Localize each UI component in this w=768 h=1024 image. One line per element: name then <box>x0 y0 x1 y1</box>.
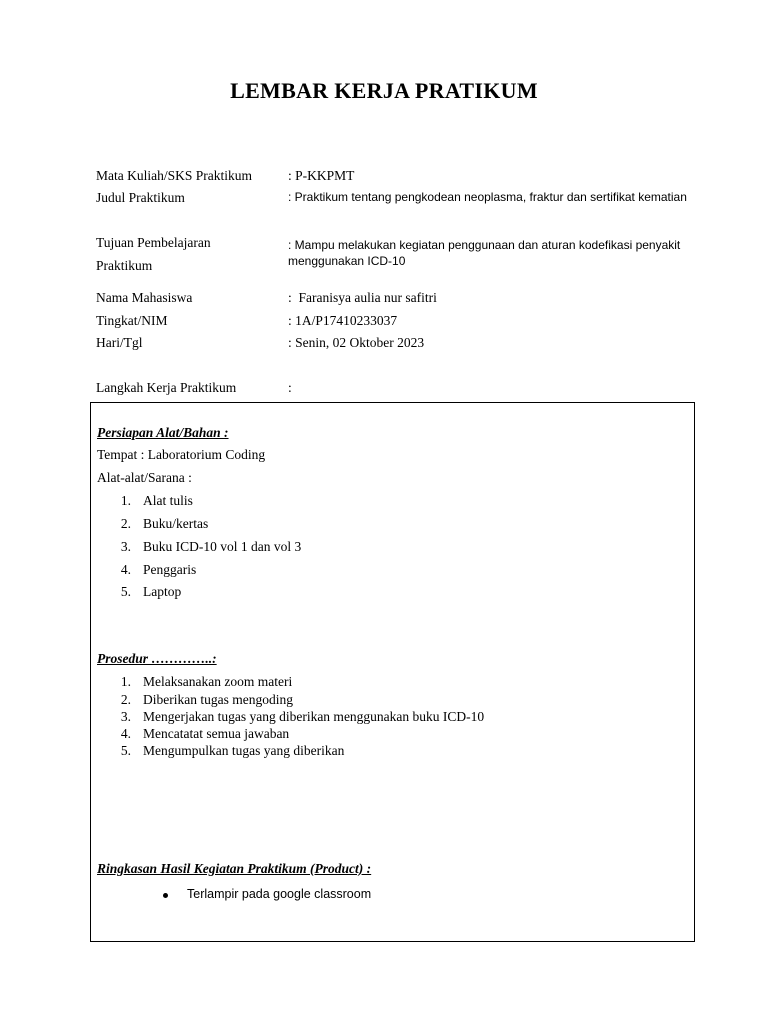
field-label: Tingkat/NIM <box>96 313 168 328</box>
item-number: 2. <box>120 692 131 707</box>
item-text: Diberikan tugas mengoding <box>143 692 293 707</box>
field-label: Tujuan Pembelajaran <box>96 235 211 250</box>
item-number: 3. <box>120 709 131 724</box>
item-number: 1. <box>120 674 131 689</box>
item-text: Melaksanakan zoom materi <box>143 674 293 689</box>
tempat-text: Tempat : Laboratorium Coding <box>97 447 266 462</box>
field-label: Nama Mahasiswa <box>96 290 193 305</box>
item-number: 5. <box>120 584 131 599</box>
persiapan-heading: Persiapan Alat/Bahan : <box>97 425 229 440</box>
item-text: Terlampir pada google classroom <box>187 887 372 901</box>
alat-heading: Alat-alat/Sarana : <box>97 470 192 485</box>
field-label-continued: Praktikum <box>96 258 153 273</box>
field-value: : 1A/P17410233037 <box>288 313 398 328</box>
item-number: 4. <box>120 562 131 577</box>
item-text: Buku/kertas <box>143 516 209 531</box>
field-label: Hari/Tgl <box>96 335 143 350</box>
item-number: 5. <box>120 743 131 758</box>
field-value: : <box>288 380 292 395</box>
item-number: 4. <box>120 726 131 741</box>
item-text: Alat tulis <box>143 493 193 508</box>
document-title: LEMBAR KERJA PRATIKUM <box>230 78 538 103</box>
item-text: Mencatatat semua jawaban <box>143 726 290 741</box>
field-value: : Praktikum tentang pengkodean neoplasma, fraktur dan sertifikat kematian <box>288 190 687 204</box>
ringkasan-heading: Ringkasan Hasil Kegiatan Praktikum (Product) : <box>97 861 372 876</box>
prosedur-heading: Prosedur …………..: <box>97 651 217 666</box>
bullet-icon <box>163 893 168 898</box>
item-number: 1. <box>120 493 131 508</box>
item-text: Buku ICD-10 vol 1 dan vol 3 <box>143 539 302 554</box>
field-label: Judul Praktikum <box>96 190 185 205</box>
item-number: 2. <box>120 516 131 531</box>
field-value: : Faranisya aulia nur safitri <box>288 290 437 305</box>
item-text: Mengerjakan tugas yang diberikan menggunakan buku ICD-10 <box>143 709 485 724</box>
field-label: Mata Kuliah/SKS Praktikum <box>96 168 252 183</box>
item-text: Mengumpulkan tugas yang diberikan <box>143 743 345 758</box>
field-value: : Senin, 02 Oktober 2023 <box>288 335 425 350</box>
item-number: 3. <box>120 539 131 554</box>
field-value: : P-KKPMT <box>288 168 355 183</box>
item-text: Penggaris <box>143 562 197 577</box>
field-value: : Mampu melakukan kegiatan penggunaan dan aturan kodefikasi penyakit menggunakan ICD-10 <box>288 238 681 268</box>
item-text: Laptop <box>143 584 182 599</box>
langkah-kerja-box <box>90 402 695 942</box>
field-label: Langkah Kerja Praktikum <box>96 380 237 395</box>
